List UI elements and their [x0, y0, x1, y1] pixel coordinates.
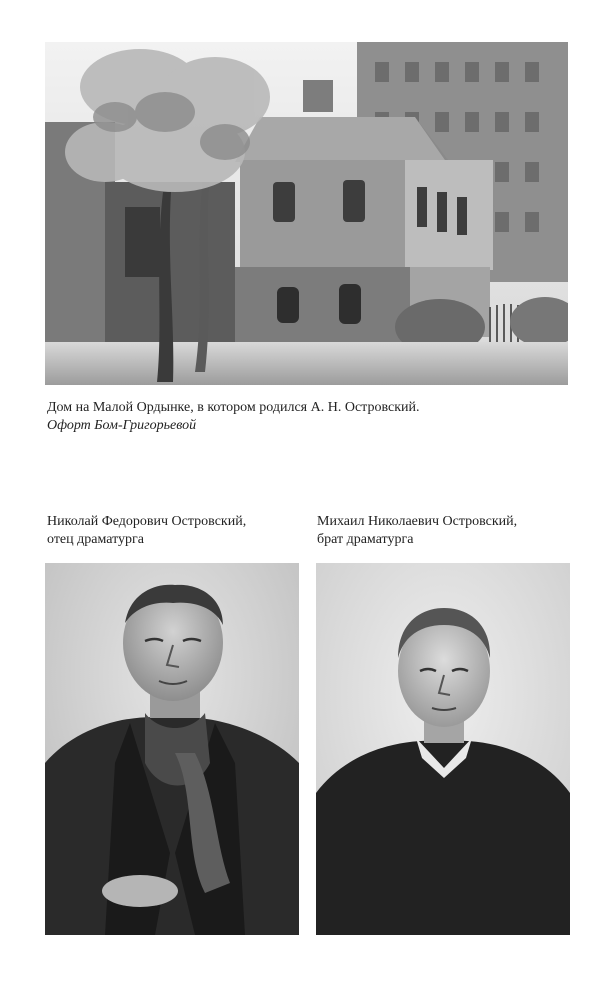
father-portrait-image [45, 563, 299, 935]
house-caption-title: Дом на Малой Ордынке, в котором родился А. Н. Островский. [47, 400, 420, 415]
brother-caption-role: брат драматурга [317, 532, 414, 547]
father-caption-name: Николай Федорович Островский, [47, 514, 247, 529]
house-etching-image [45, 42, 568, 385]
brother-portrait-image [316, 563, 570, 935]
brother-caption [317, 513, 577, 549]
house-caption [47, 399, 567, 435]
father-caption-role: отец драматурга [47, 532, 144, 547]
brother-caption-name: Михаил Николаевич Островский, [317, 514, 518, 529]
father-caption [47, 513, 307, 549]
house-caption-credit: Офорт Бом-Григорьевой [47, 418, 197, 433]
